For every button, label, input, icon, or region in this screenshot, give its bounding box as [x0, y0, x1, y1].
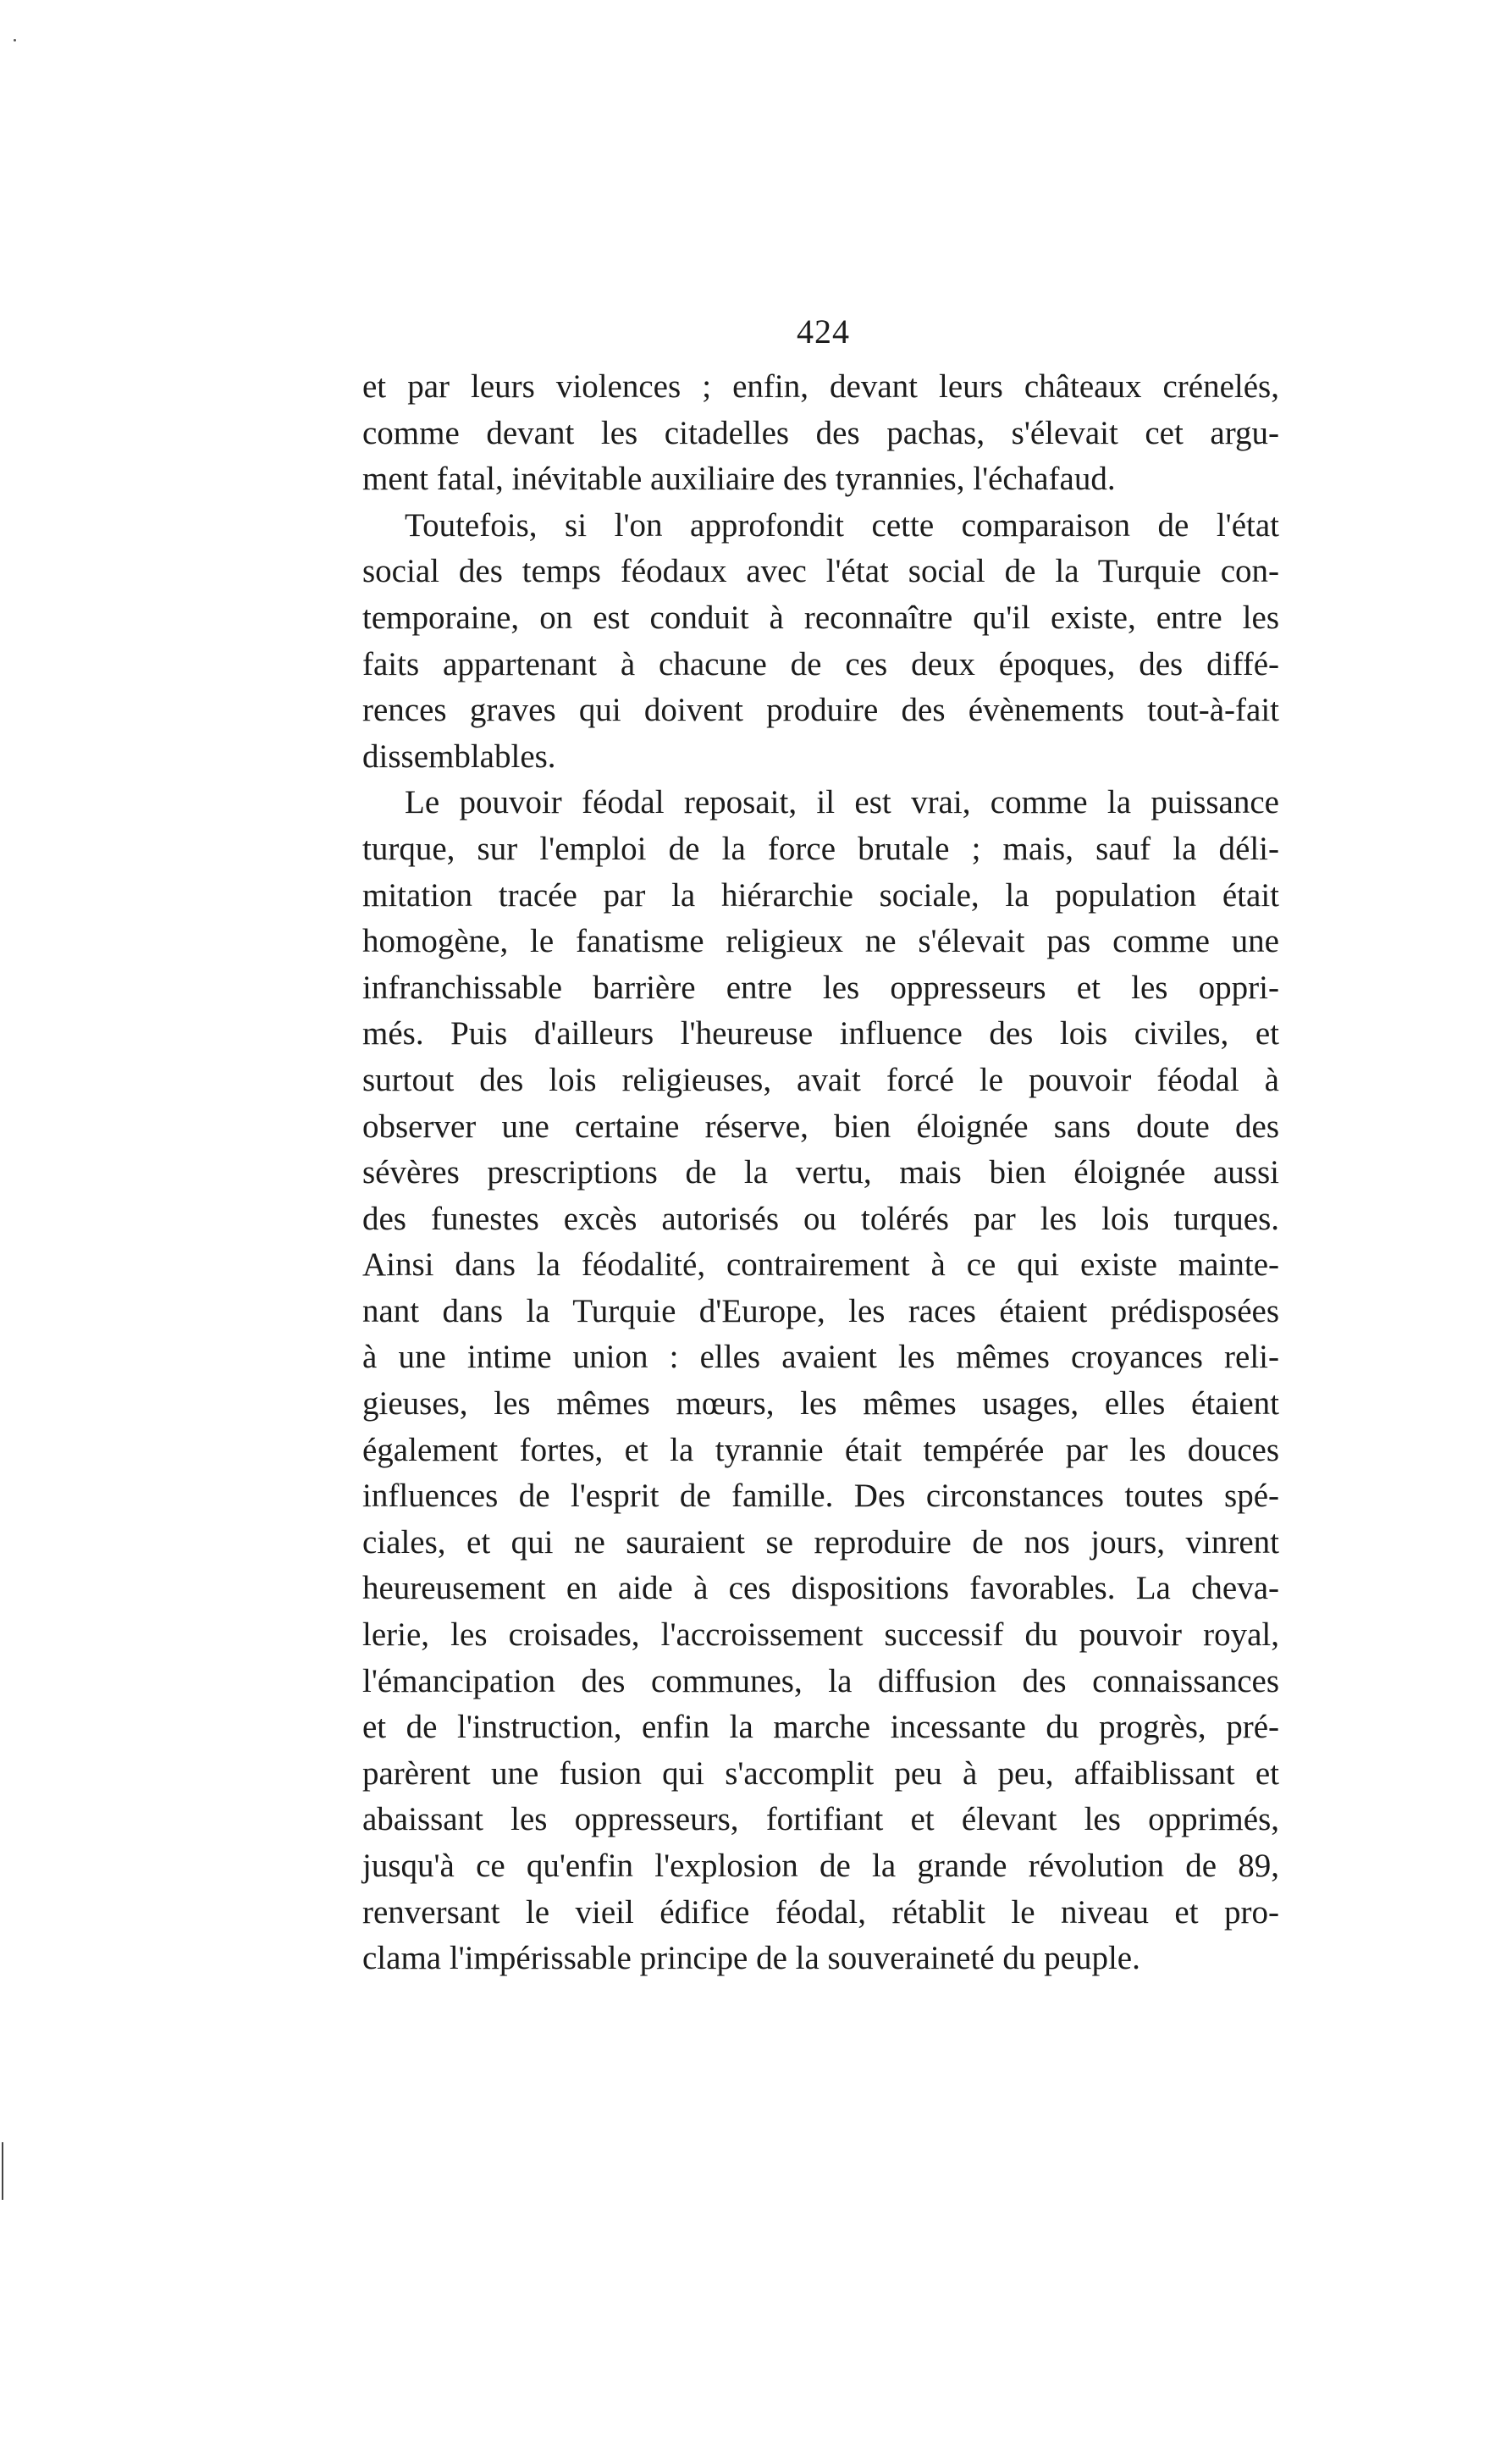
page-number: 424 [797, 312, 850, 351]
text-line: à une intime union : elles avaient les mêmes croyances reli- [362, 1339, 1279, 1376]
text-line: dissemblables. [362, 738, 556, 775]
text-line: abaissant les oppresseurs, fortifiant et élevant les opprimés, [362, 1801, 1279, 1838]
text-line: mitation tracée par la hiérarchie sociale, la population était [362, 876, 1279, 914]
text-line: renversant le vieil édifice féodal, rétablit le niveau et pro- [362, 1893, 1279, 1931]
text-line: influences de l'esprit de famille. Des circonstances toutes spé- [362, 1478, 1279, 1515]
text-line: Ainsi dans la féodalité, contrairement à ce qui existe mainte- [362, 1246, 1279, 1284]
text-line: rences graves qui doivent produire des évènements tout-à-fait [362, 692, 1279, 729]
text-line: et de l'instruction, enfin la marche incessante du progrès, pré- [362, 1709, 1279, 1746]
text-line: sévères prescriptions de la vertu, mais bien éloignée aussi [362, 1154, 1279, 1191]
text-line: social des temps féodaux avec l'état social de la Turquie con- [362, 553, 1279, 590]
text-line: heureusement en aide à ces dispositions favorables. La cheva- [362, 1570, 1279, 1607]
text-line: infranchissable barrière entre les oppresseurs et les oppri- [362, 969, 1279, 1006]
text-line: surtout des lois religieuses, avait forcé le pouvoir féodal à [362, 1061, 1279, 1098]
scan-edge-mark [2, 2142, 3, 2200]
page-speck [14, 39, 16, 41]
text-line: l'émancipation des communes, la diffusion des connaissances [362, 1662, 1279, 1699]
text-line: ciales, et qui ne sauraient se reproduire de nos jours, vinrent [362, 1523, 1279, 1561]
text-line: més. Puis d'ailleurs l'heureuse influence des lois civiles, et [362, 1015, 1279, 1052]
text-line: turque, sur l'emploi de la force brutale ; mais, sauf la déli- [362, 830, 1279, 867]
paragraph-start-line: Toutefois, si l'on approfondit cette comparaison de l'état [405, 506, 1279, 544]
text-line: nant dans la Turquie d'Europe, les races étaient prédisposées [362, 1292, 1279, 1329]
text-line: lerie, les croisades, l'accroissement successif du pouvoir royal, [362, 1616, 1279, 1654]
text-line: et par leurs violences ; enfin, devant leurs châteaux crénelés, [362, 368, 1279, 405]
text-line: faits appartenant à chacune de ces deux époques, des diffé- [362, 645, 1279, 682]
text-line: homogène, le fanatisme religieux ne s'élevait pas comme une [362, 923, 1279, 960]
text-line: ment fatal, inévitable auxiliaire des tyrannies, l'échafaud. [362, 461, 1116, 498]
text-line: parèrent une fusion qui s'accomplit peu à peu, affaiblissant et [362, 1754, 1279, 1792]
text-line: temporaine, on est conduit à reconnaître qu'il existe, entre les [362, 599, 1279, 636]
text-line: comme devant les citadelles des pachas, s'élevait cet argu- [362, 414, 1279, 451]
text-line: également fortes, et la tyrannie était tempérée par les douces [362, 1431, 1279, 1468]
text-line: clama l'impérissable principe de la souveraineté du peuple. [362, 1940, 1140, 1977]
paragraph-start-line: Le pouvoir féodal reposait, il est vrai, comme la puissance [405, 784, 1279, 821]
text-line: jusqu'à ce qu'enfin l'explosion de la grande révolution de 89, [362, 1848, 1279, 1884]
body-text [362, 364, 1279, 1982]
text-line: des funestes excès autorisés ou tolérés par les lois turques. [362, 1200, 1279, 1237]
text-line: observer une certaine réserve, bien éloignée sans doute des [362, 1108, 1279, 1145]
text-line: gieuses, les mêmes mœurs, les mêmes usages, elles étaient [362, 1385, 1279, 1423]
